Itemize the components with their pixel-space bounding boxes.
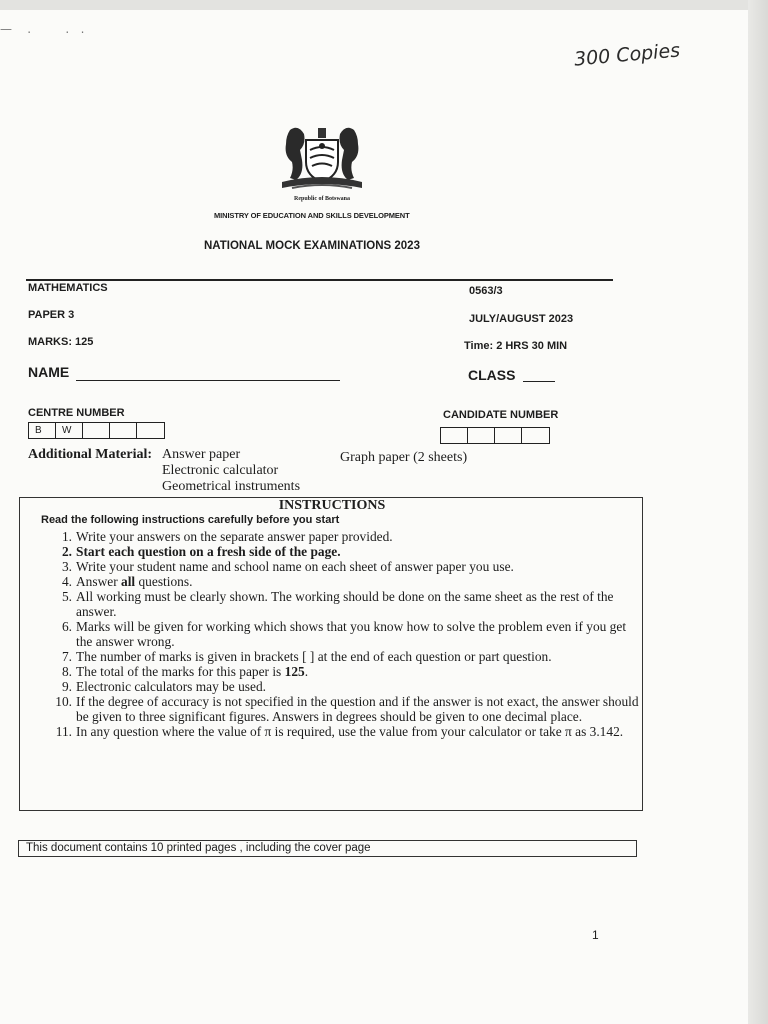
instruction-item: 6. Marks will be given for working which shows that you know how to solve the problem even if you get the answer wrong. bbox=[61, 619, 627, 649]
instructions-title: INSTRUCTIONS bbox=[278, 498, 386, 513]
candidate-box[interactable] bbox=[495, 428, 522, 443]
page-number: 1 bbox=[592, 928, 599, 942]
instruction-item: 1. Write your answers on the separate answer paper provided. bbox=[61, 529, 393, 544]
class-label: CLASS bbox=[468, 367, 516, 383]
handwritten-note: 300 Copies bbox=[573, 39, 681, 71]
instruction-item: 3. Write your student name and school name on each sheet of answer paper you use. bbox=[61, 559, 514, 574]
instruction-item: 2. Start each question on a fresh side of the page. bbox=[61, 544, 341, 559]
centre-box[interactable] bbox=[137, 423, 164, 438]
page-edge-shadow bbox=[748, 0, 768, 1024]
candidate-number-boxes[interactable] bbox=[440, 427, 550, 444]
name-label: NAME bbox=[28, 364, 70, 380]
botswana-coat-of-arms-icon bbox=[272, 122, 372, 194]
instruction-item: 11. In any question where the value of π is required, use the value from your calculator or take π as 3.142. bbox=[55, 724, 624, 739]
scan-top-shadow bbox=[0, 0, 768, 10]
page-count-note: This document contains 10 printed pages , including the cover page bbox=[18, 840, 637, 857]
centre-number-label: CENTRE NUMBER bbox=[28, 407, 125, 419]
instruction-item: 9. Electronic calculators may be used. bbox=[61, 679, 266, 694]
instructions-intro: Read the following instructions carefully before you start bbox=[41, 514, 340, 526]
material-item: Answer paper bbox=[162, 447, 241, 462]
instructions-list bbox=[30, 529, 642, 739]
paper-label: PAPER 3 bbox=[28, 309, 75, 321]
centre-box[interactable] bbox=[110, 423, 137, 438]
candidate-number-label: CANDIDATE NUMBER bbox=[443, 409, 559, 421]
material-item: Geometrical instruments bbox=[162, 479, 301, 494]
centre-number-boxes[interactable] bbox=[28, 422, 165, 439]
class-field-line[interactable] bbox=[523, 381, 555, 382]
candidate-box[interactable] bbox=[441, 428, 468, 443]
additional-material-label: Additional Material: bbox=[28, 447, 153, 462]
session-label: JULY/AUGUST 2023 bbox=[469, 313, 574, 325]
name-field-line[interactable] bbox=[76, 380, 340, 381]
marks-label: MARKS: 125 bbox=[28, 336, 94, 348]
subject-label: MATHEMATICS bbox=[28, 282, 108, 294]
instruction-item: 7. The number of marks is given in brackets [ ] at the end of each question or part question. bbox=[61, 649, 552, 664]
ministry-label: MINISTRY OF EDUCATION AND SKILLS DEVELOPMENT bbox=[214, 211, 410, 220]
instruction-item: 4. Answer all questions. bbox=[61, 574, 193, 589]
centre-box[interactable]: B bbox=[29, 423, 56, 438]
candidate-box[interactable] bbox=[522, 428, 549, 443]
republic-label: Republic of Botswana bbox=[293, 196, 350, 202]
instruction-item: 8. The total of the marks for this paper is 125. bbox=[61, 664, 309, 679]
candidate-box[interactable] bbox=[468, 428, 495, 443]
instruction-item: 5. All working must be clearly shown. The working should be done on the same sheet as the rest of the answer. bbox=[61, 589, 614, 619]
centre-box[interactable]: W bbox=[56, 423, 83, 438]
scan-marks: — . . . bbox=[0, 22, 85, 36]
centre-box[interactable] bbox=[83, 423, 110, 438]
instruction-item: 10. If the degree of accuracy is not specified in the question and if the answer is not exact, the answer should be given to three significant figures. Answers in degrees should be given to one decimal place. bbox=[55, 694, 639, 724]
instructions-box bbox=[19, 497, 643, 811]
exam-title: NATIONAL MOCK EXAMINATIONS 2023 bbox=[204, 240, 420, 252]
header-rule bbox=[26, 279, 613, 281]
material-extra: Graph paper (2 sheets) bbox=[340, 450, 468, 465]
paper-code: 0563/3 bbox=[469, 285, 503, 297]
material-item: Electronic calculator bbox=[162, 463, 279, 478]
time-label: Time: 2 HRS 30 MIN bbox=[464, 340, 568, 352]
